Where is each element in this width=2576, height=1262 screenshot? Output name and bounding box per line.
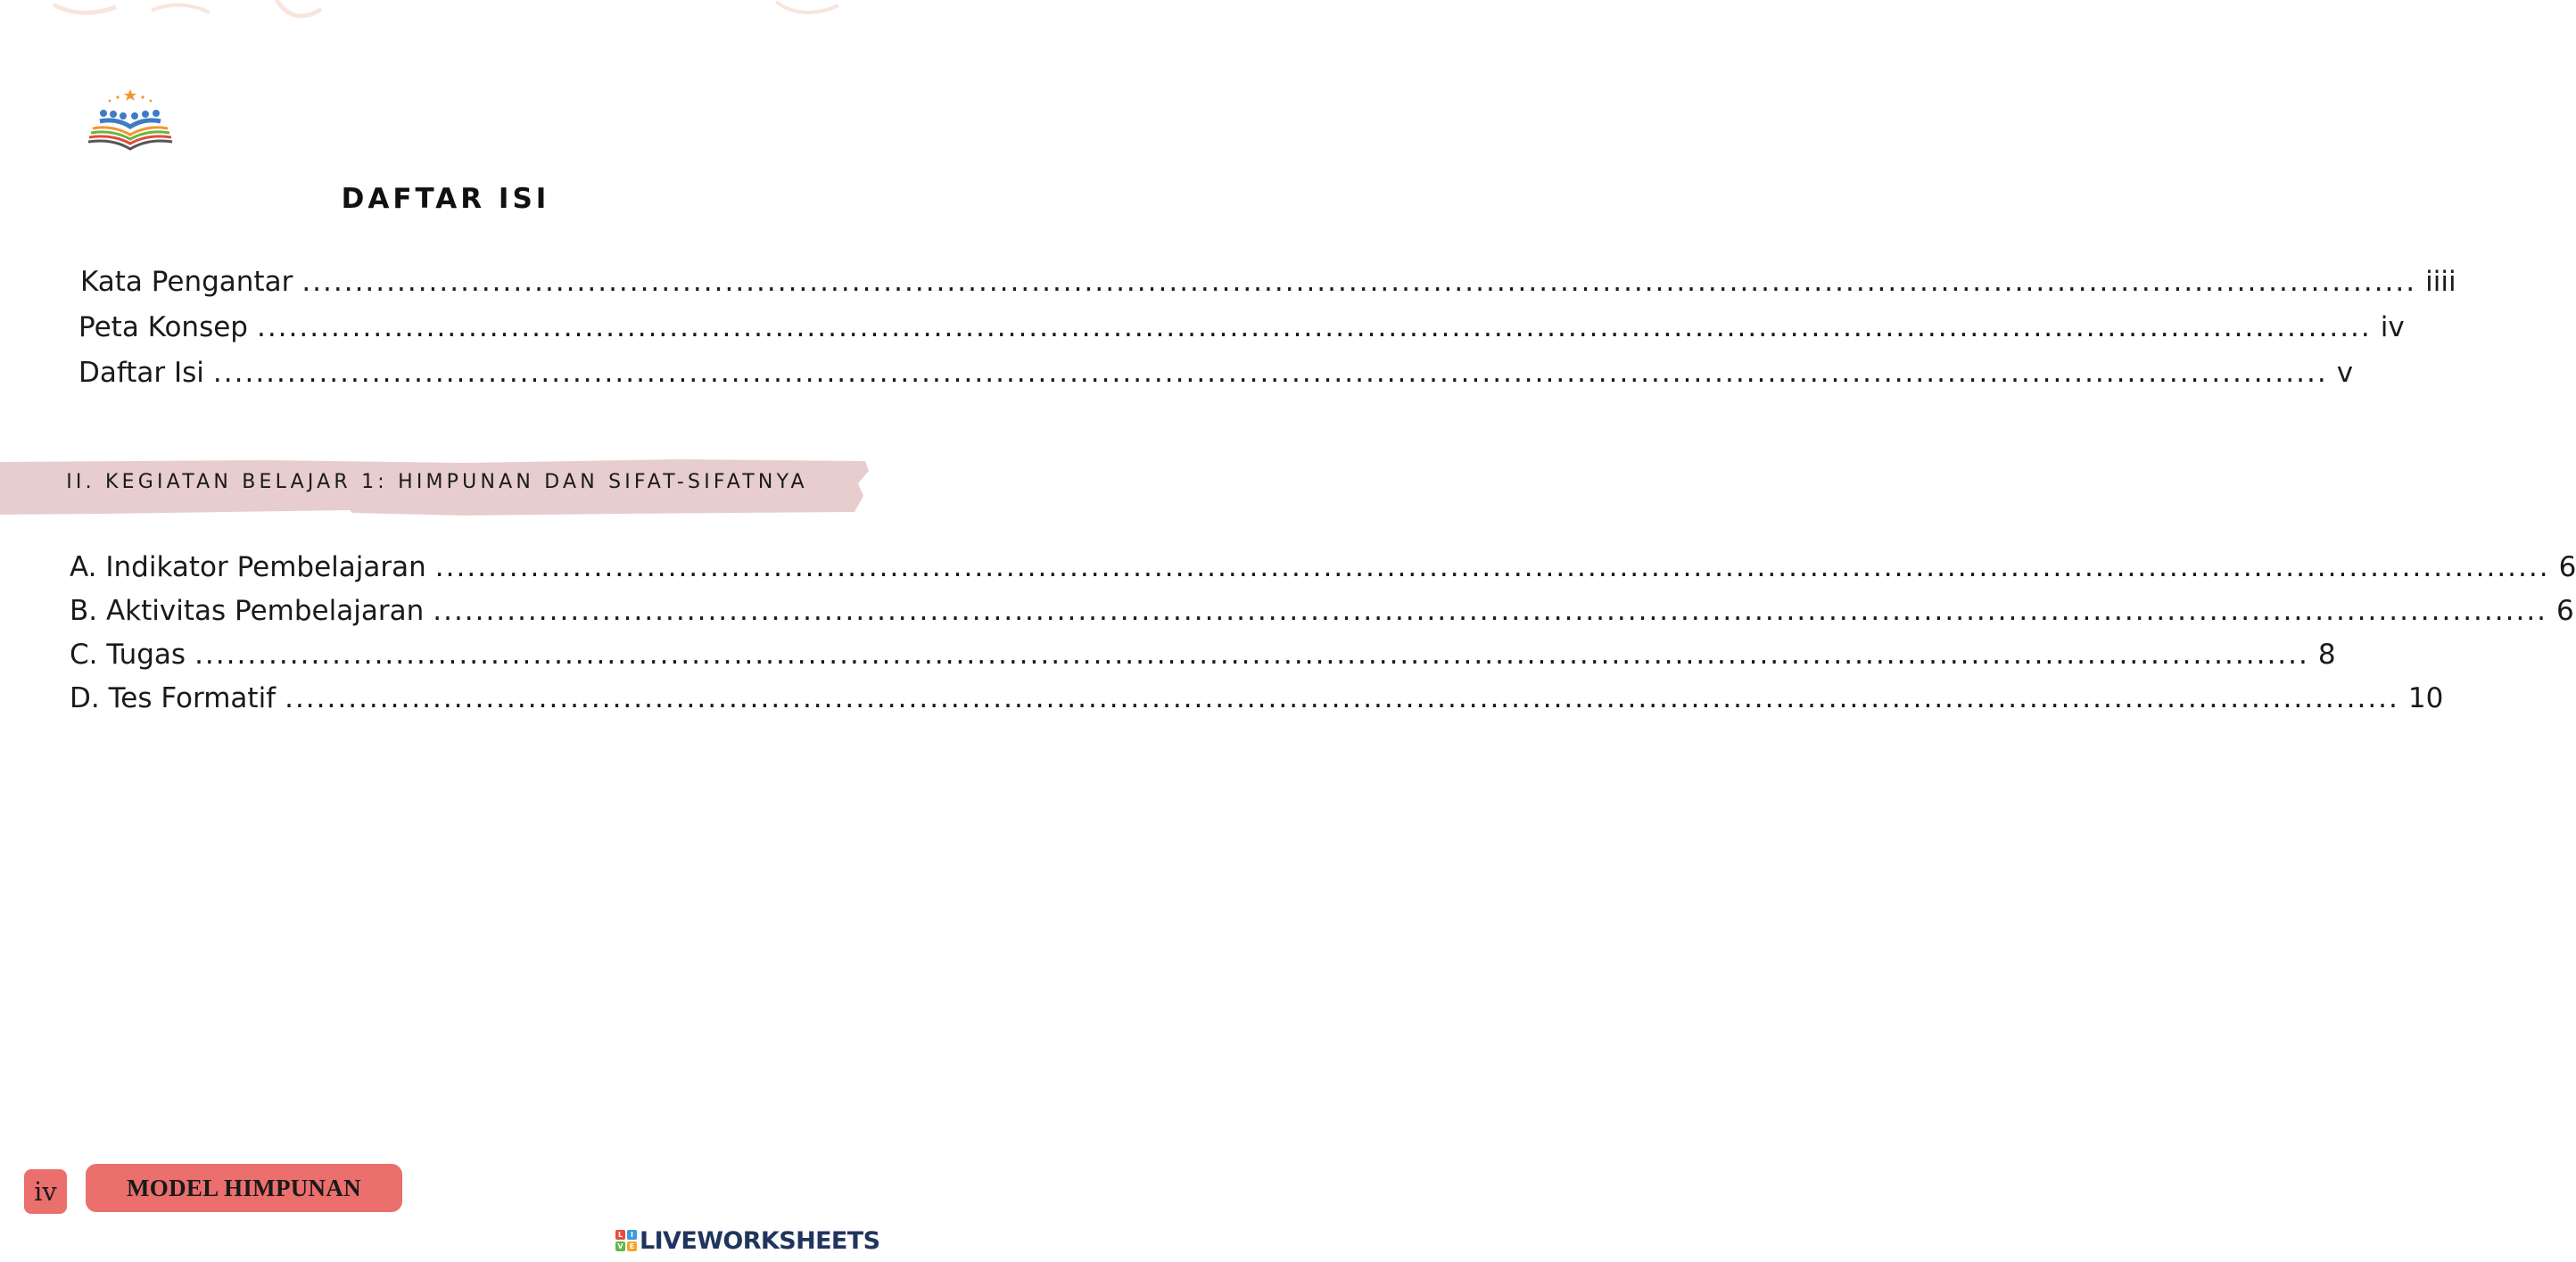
toc-entry-page: 10 <box>2407 682 2444 714</box>
section-banner-title: II. KEGIATAN BELAJAR 1: HIMPUNAN DAN SIFAT-SIFATNYA <box>66 471 808 493</box>
book-title-badge: MODEL HIMPUNAN <box>86 1164 402 1212</box>
liveworksheets-brand: LIVEWORKSHEETS <box>640 1226 880 1255</box>
toc-title: DAFTAR ISI <box>341 183 550 215</box>
page-number-badge: iv <box>24 1169 67 1214</box>
toc-entry-page: iiii <box>2425 266 2456 298</box>
logo-tile: V <box>615 1241 625 1251</box>
toc-entry-label: A. Indikator Pembelajaran <box>70 551 426 583</box>
liveworksheets-logo-icon <box>615 1230 637 1251</box>
dot-leader: ........................................................................................................................................................................................................ <box>433 595 2548 627</box>
dot-leader: ........................................................................................................................................................................................................ <box>256 311 2372 343</box>
dot-leader: ........................................................................................................................................................................................................ <box>194 639 2309 671</box>
toc-entry-label: Daftar Isi <box>78 357 204 389</box>
dot-leader: ........................................................................................................................................................................................................ <box>434 551 2550 583</box>
liveworksheets-watermark <box>615 1225 879 1256</box>
toc-entry-kata-pengantar[interactable] <box>80 264 2456 301</box>
toc-entry-label: Peta Konsep <box>78 311 248 343</box>
toc-entry-page: 8 <box>2317 639 2336 671</box>
toc-entry-page: iv <box>2380 311 2405 343</box>
dot-leader: ........................................................................................................................................................................................................ <box>285 682 2399 714</box>
logo-tile: L <box>615 1230 625 1240</box>
toc-entry-label: D. Tes Formatif <box>70 682 277 714</box>
toc-entry-daftar-isi[interactable] <box>78 355 2354 392</box>
toc-entry-page: 6 <box>2556 595 2574 627</box>
toc-entry-page: 6 <box>2558 551 2576 583</box>
logo-tile: E <box>627 1241 637 1251</box>
toc-entry-label: B. Aktivitas Pembelajaran <box>70 595 425 627</box>
toc-entry-tugas[interactable] <box>70 637 2336 674</box>
dot-leader: ........................................................................................................................................................................................................ <box>212 357 2328 389</box>
top-decoration <box>0 0 891 27</box>
dot-leader: ........................................................................................................................................................................................................ <box>301 266 2417 298</box>
toc-entry-aktivitas-pembelajaran[interactable] <box>70 593 2574 631</box>
toc-entry-indikator-pembelajaran[interactable] <box>70 549 2576 587</box>
toc-entry-peta-konsep[interactable] <box>78 309 2405 347</box>
toc-entry-label: Kata Pengantar <box>80 266 293 298</box>
toc-entry-label: C. Tugas <box>70 639 186 671</box>
logo-tile: I <box>627 1230 637 1240</box>
book-logo-icon <box>86 86 175 155</box>
toc-entry-tes-formatif[interactable] <box>70 680 2444 718</box>
toc-entry-page: v <box>2336 357 2354 389</box>
